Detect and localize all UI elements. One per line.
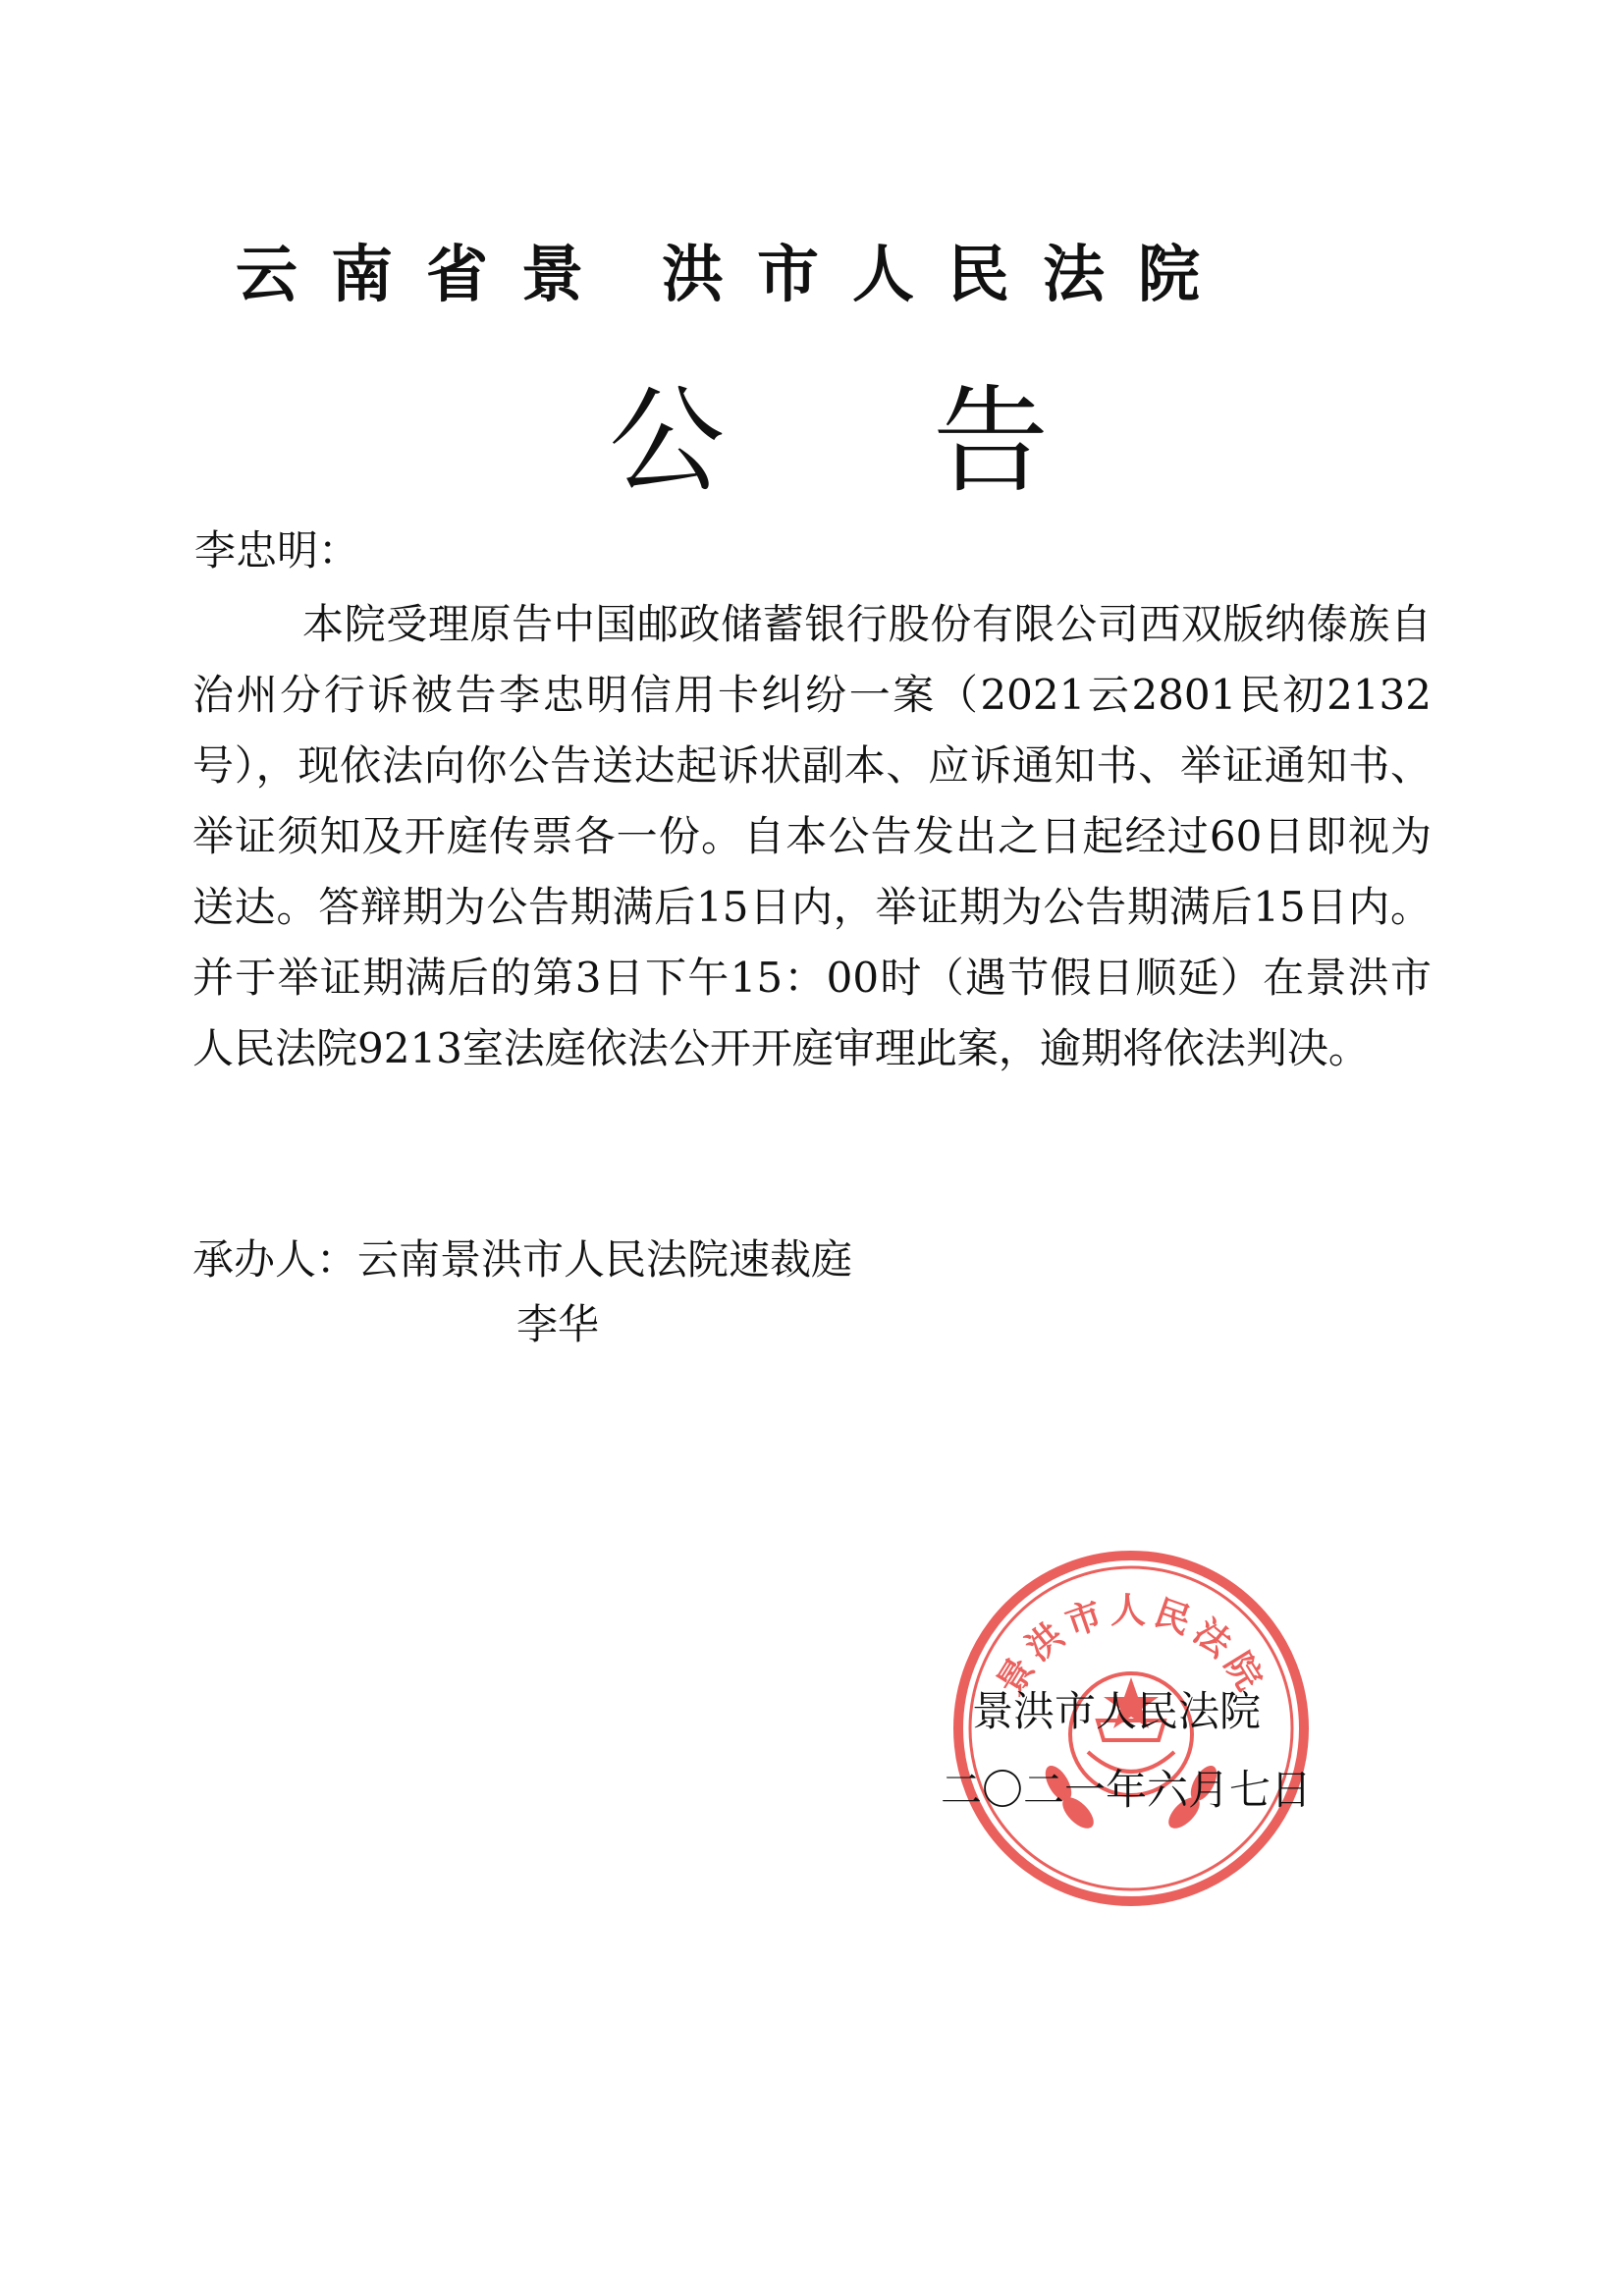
handler-name: 李华 [516,1300,600,1348]
notice-title: 公告 [609,373,1258,509]
court-name-part1: 云南省景 [236,239,617,310]
signature-date: 二〇二一年六月七日 [941,1766,1313,1814]
seal-arc-text: 景洪市人民法院 [989,1590,1273,1703]
court-name-part2: 洪市人民法院 [662,239,1233,310]
court-name-heading [236,239,1434,310]
notice-body: 本院受理原告中国邮政储蓄银行股份有限公司西双版纳傣族自治州分行诉被告李忠明信用卡纠纷一案（2021云2801民初2132号），现依法向你公告送达起诉状副本、应诉通知书、举证通知书、举证须知及开庭传票各一份。自本公告发出之日起经过60日即视为送达。答辩期为公告期满后15日内，举证期为公告期满后15日内。并于举证期满后的第3日下午15：00时（遇节假日顺延）在景洪市人民法院9213室法庭依法公开开庭审理此案，逾期将依法判决。 [192,600,1432,1072]
signature-court: 景洪市人民法院 [972,1687,1262,1735]
handler-label: 承办人：云南景洪市人民法院速裁庭 [192,1235,853,1284]
addressee: 李忠明： [194,526,360,574]
